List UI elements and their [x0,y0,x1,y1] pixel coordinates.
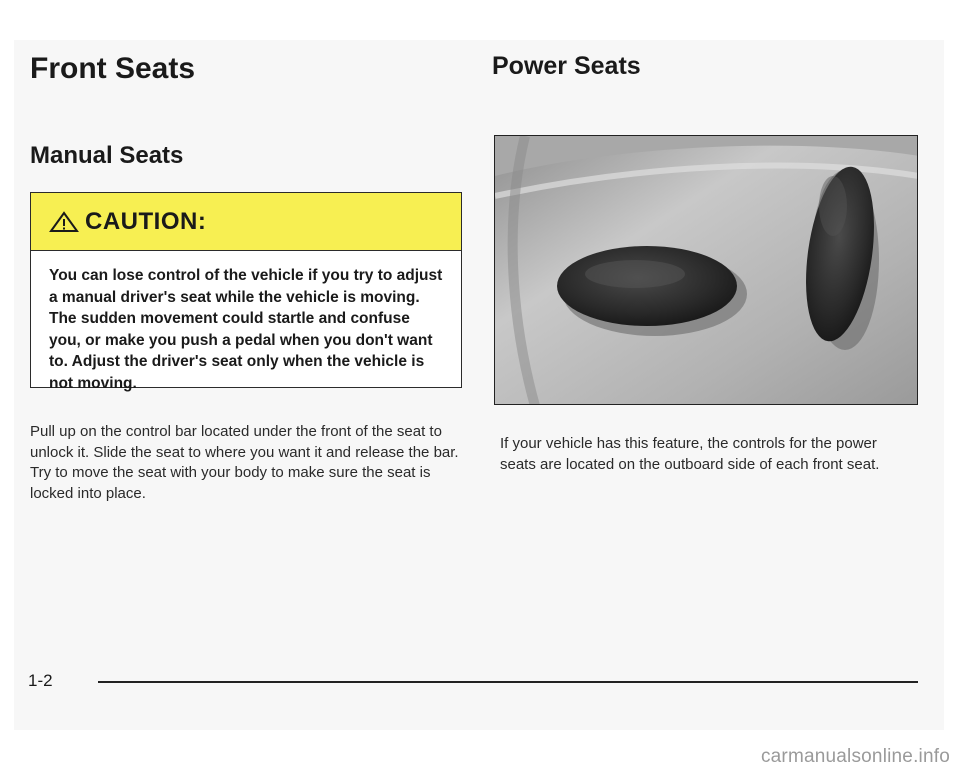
section-title-power-seats: Power Seats [492,52,641,80]
warning-triangle-icon [49,211,79,233]
caution-box [30,192,462,392]
power-seat-controls-photo [494,135,918,405]
power-seats-body: If your vehicle has this feature, the controls for the power seats are located on the outboard side of each front seat. [500,435,880,473]
caution-text: You can lose control of the vehicle if you try to adjust a manual driver's seat while the vehicle is moving. The sudden movement could startle and confuse you, or make you push a pedal when you don't want to. Adjust the driver's seat only when the vehicle is not moving. [49,267,443,392]
caution-header [31,193,461,251]
footer-rule [98,681,918,683]
watermark: carmanualsonline.info [760,746,950,767]
subsection-title-manual-seats: Manual Seats [30,142,184,169]
page-number: 1-2 [28,671,53,690]
manual-seats-body: Pull up on the control bar located under the front of the seat to unlock it. Slide the seat to where you want it and release the bar. Try to move the seat with your body to make sure the seat is locked into place. [30,423,459,502]
section-title-front-seats: Front Seats [30,52,196,85]
caution-heading: CAUTION: [85,207,207,235]
